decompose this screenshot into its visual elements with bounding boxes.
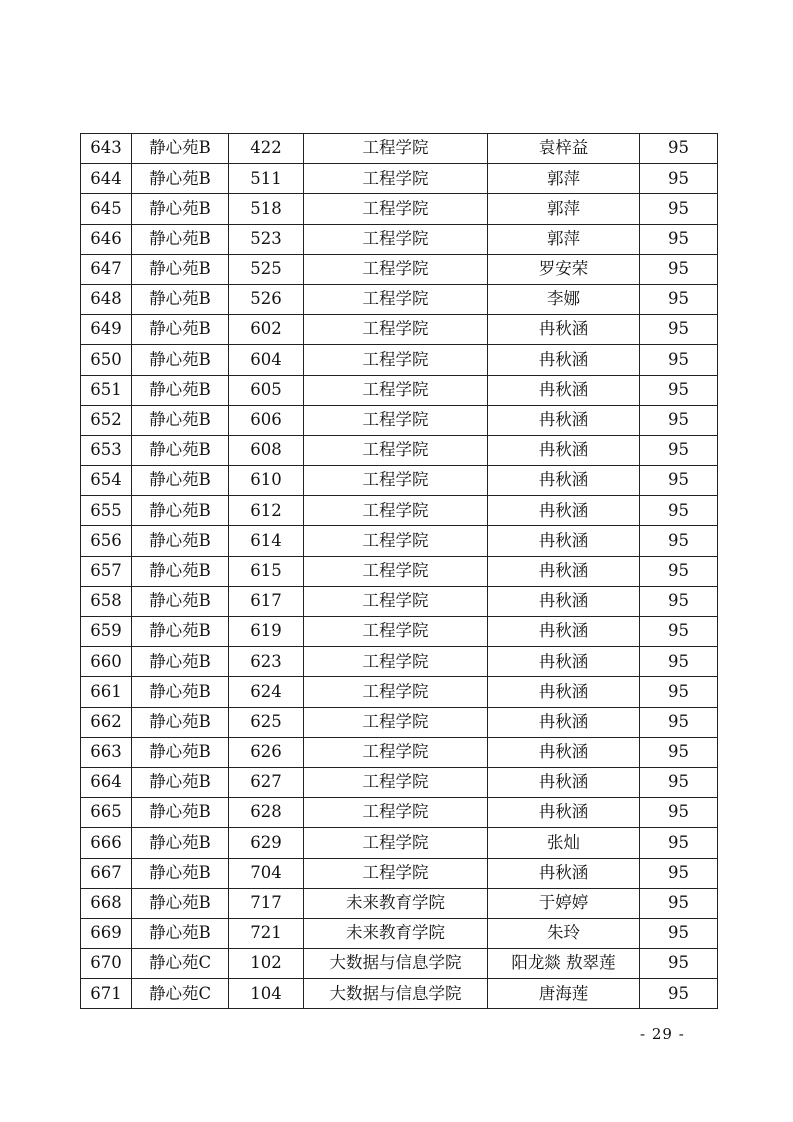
college-cell: 工程学院 xyxy=(304,345,488,375)
name-cell: 阳龙燚 敖翠莲 xyxy=(488,949,640,979)
table-row xyxy=(81,405,718,435)
name-cell: 冉秋涵 xyxy=(488,345,640,375)
table-body xyxy=(81,134,718,1009)
name-cell: 袁梓益 xyxy=(488,134,640,164)
score-cell: 95 xyxy=(640,647,718,677)
name-cell: 冉秋涵 xyxy=(488,767,640,797)
row-number-cell: 660 xyxy=(81,647,132,677)
room-cell: 721 xyxy=(229,918,304,948)
score-cell: 95 xyxy=(640,134,718,164)
room-cell: 523 xyxy=(229,224,304,254)
building-cell: 静心苑B xyxy=(132,556,229,586)
room-cell: 614 xyxy=(229,526,304,556)
table-row xyxy=(81,617,718,647)
building-cell: 静心苑B xyxy=(132,435,229,465)
room-cell: 626 xyxy=(229,737,304,767)
table-row xyxy=(81,134,718,164)
table-row xyxy=(81,375,718,405)
name-cell: 于婷婷 xyxy=(488,888,640,918)
building-cell: 静心苑B xyxy=(132,405,229,435)
table-row xyxy=(81,828,718,858)
name-cell: 冉秋涵 xyxy=(488,556,640,586)
building-cell: 静心苑B xyxy=(132,164,229,194)
college-cell: 工程学院 xyxy=(304,677,488,707)
score-cell: 95 xyxy=(640,405,718,435)
name-cell: 唐海莲 xyxy=(488,979,640,1009)
building-cell: 静心苑B xyxy=(132,466,229,496)
college-cell: 工程学院 xyxy=(304,858,488,888)
room-cell: 102 xyxy=(229,949,304,979)
building-cell: 静心苑B xyxy=(132,798,229,828)
college-cell: 工程学院 xyxy=(304,798,488,828)
table-row xyxy=(81,556,718,586)
college-cell: 工程学院 xyxy=(304,828,488,858)
college-cell: 工程学院 xyxy=(304,284,488,314)
row-number-cell: 644 xyxy=(81,164,132,194)
name-cell: 罗安荣 xyxy=(488,254,640,284)
room-cell: 704 xyxy=(229,858,304,888)
table-row xyxy=(81,345,718,375)
building-cell: 静心苑B xyxy=(132,586,229,616)
college-cell: 工程学院 xyxy=(304,767,488,797)
row-number-cell: 651 xyxy=(81,375,132,405)
row-number-cell: 658 xyxy=(81,586,132,616)
row-number-cell: 652 xyxy=(81,405,132,435)
name-cell: 冉秋涵 xyxy=(488,647,640,677)
college-cell: 工程学院 xyxy=(304,647,488,677)
score-cell: 95 xyxy=(640,375,718,405)
room-cell: 612 xyxy=(229,496,304,526)
row-number-cell: 661 xyxy=(81,677,132,707)
score-cell: 95 xyxy=(640,767,718,797)
building-cell: 静心苑B xyxy=(132,737,229,767)
table-row xyxy=(81,224,718,254)
row-number-cell: 665 xyxy=(81,798,132,828)
score-cell: 95 xyxy=(640,617,718,647)
name-cell: 冉秋涵 xyxy=(488,737,640,767)
row-number-cell: 648 xyxy=(81,284,132,314)
row-number-cell: 669 xyxy=(81,918,132,948)
score-cell: 95 xyxy=(640,164,718,194)
building-cell: 静心苑B xyxy=(132,526,229,556)
score-cell: 95 xyxy=(640,435,718,465)
score-cell: 95 xyxy=(640,888,718,918)
table-row xyxy=(81,526,718,556)
building-cell: 静心苑B xyxy=(132,647,229,677)
college-cell: 大数据与信息学院 xyxy=(304,949,488,979)
score-cell: 95 xyxy=(640,556,718,586)
table-row xyxy=(81,254,718,284)
score-cell: 95 xyxy=(640,254,718,284)
table-row xyxy=(81,979,718,1009)
college-cell: 工程学院 xyxy=(304,556,488,586)
college-cell: 未来教育学院 xyxy=(304,918,488,948)
score-cell: 95 xyxy=(640,737,718,767)
building-cell: 静心苑B xyxy=(132,224,229,254)
score-cell: 95 xyxy=(640,949,718,979)
row-number-cell: 666 xyxy=(81,828,132,858)
room-cell: 610 xyxy=(229,466,304,496)
name-cell: 郭萍 xyxy=(488,164,640,194)
score-cell: 95 xyxy=(640,194,718,224)
row-number-cell: 667 xyxy=(81,858,132,888)
name-cell: 冉秋涵 xyxy=(488,375,640,405)
table-row xyxy=(81,164,718,194)
score-cell: 95 xyxy=(640,224,718,254)
name-cell: 冉秋涵 xyxy=(488,496,640,526)
table-row xyxy=(81,767,718,797)
name-cell: 郭萍 xyxy=(488,194,640,224)
room-cell: 617 xyxy=(229,586,304,616)
name-cell: 冉秋涵 xyxy=(488,617,640,647)
page-number: - 29 - xyxy=(640,1025,685,1043)
row-number-cell: 662 xyxy=(81,707,132,737)
name-cell: 冉秋涵 xyxy=(488,798,640,828)
table-row xyxy=(81,194,718,224)
row-number-cell: 655 xyxy=(81,496,132,526)
table-row xyxy=(81,315,718,345)
room-cell: 525 xyxy=(229,254,304,284)
room-cell: 625 xyxy=(229,707,304,737)
name-cell: 朱玲 xyxy=(488,918,640,948)
room-cell: 604 xyxy=(229,345,304,375)
score-cell: 95 xyxy=(640,345,718,375)
score-cell: 95 xyxy=(640,798,718,828)
room-cell: 104 xyxy=(229,979,304,1009)
room-cell: 518 xyxy=(229,194,304,224)
score-cell: 95 xyxy=(640,315,718,345)
college-cell: 工程学院 xyxy=(304,164,488,194)
college-cell: 工程学院 xyxy=(304,435,488,465)
table-row xyxy=(81,949,718,979)
room-cell: 511 xyxy=(229,164,304,194)
college-cell: 工程学院 xyxy=(304,134,488,164)
name-cell: 冉秋涵 xyxy=(488,405,640,435)
row-number-cell: 643 xyxy=(81,134,132,164)
table-row xyxy=(81,918,718,948)
building-cell: 静心苑B xyxy=(132,828,229,858)
room-cell: 602 xyxy=(229,315,304,345)
row-number-cell: 659 xyxy=(81,617,132,647)
row-number-cell: 663 xyxy=(81,737,132,767)
building-cell: 静心苑B xyxy=(132,858,229,888)
table-row xyxy=(81,858,718,888)
score-cell: 95 xyxy=(640,828,718,858)
row-number-cell: 654 xyxy=(81,466,132,496)
table-row xyxy=(81,737,718,767)
table-row xyxy=(81,798,718,828)
score-cell: 95 xyxy=(640,586,718,616)
name-cell: 冉秋涵 xyxy=(488,526,640,556)
room-cell: 629 xyxy=(229,828,304,858)
score-cell: 95 xyxy=(640,496,718,526)
row-number-cell: 646 xyxy=(81,224,132,254)
college-cell: 工程学院 xyxy=(304,526,488,556)
building-cell: 静心苑B xyxy=(132,617,229,647)
building-cell: 静心苑C xyxy=(132,949,229,979)
college-cell: 工程学院 xyxy=(304,375,488,405)
row-number-cell: 647 xyxy=(81,254,132,284)
score-cell: 95 xyxy=(640,466,718,496)
college-cell: 工程学院 xyxy=(304,737,488,767)
table-row xyxy=(81,888,718,918)
name-cell: 张灿 xyxy=(488,828,640,858)
room-cell: 619 xyxy=(229,617,304,647)
room-cell: 526 xyxy=(229,284,304,314)
row-number-cell: 671 xyxy=(81,979,132,1009)
college-cell: 工程学院 xyxy=(304,315,488,345)
building-cell: 静心苑B xyxy=(132,888,229,918)
name-cell: 李娜 xyxy=(488,284,640,314)
row-number-cell: 657 xyxy=(81,556,132,586)
college-cell: 工程学院 xyxy=(304,405,488,435)
college-cell: 工程学院 xyxy=(304,707,488,737)
room-cell: 606 xyxy=(229,405,304,435)
college-cell: 工程学院 xyxy=(304,254,488,284)
room-cell: 628 xyxy=(229,798,304,828)
room-cell: 615 xyxy=(229,556,304,586)
college-cell: 工程学院 xyxy=(304,194,488,224)
room-cell: 717 xyxy=(229,888,304,918)
building-cell: 静心苑C xyxy=(132,979,229,1009)
college-cell: 未来教育学院 xyxy=(304,888,488,918)
table-row xyxy=(81,496,718,526)
building-cell: 静心苑B xyxy=(132,375,229,405)
table-row xyxy=(81,435,718,465)
table-row xyxy=(81,647,718,677)
college-cell: 工程学院 xyxy=(304,224,488,254)
building-cell: 静心苑B xyxy=(132,918,229,948)
table-row xyxy=(81,586,718,616)
college-cell: 大数据与信息学院 xyxy=(304,979,488,1009)
building-cell: 静心苑B xyxy=(132,767,229,797)
room-cell: 605 xyxy=(229,375,304,405)
dormitory-score-table xyxy=(80,133,718,1009)
building-cell: 静心苑B xyxy=(132,254,229,284)
name-cell: 冉秋涵 xyxy=(488,466,640,496)
name-cell: 冉秋涵 xyxy=(488,586,640,616)
score-cell: 95 xyxy=(640,918,718,948)
score-cell: 95 xyxy=(640,677,718,707)
college-cell: 工程学院 xyxy=(304,586,488,616)
score-cell: 95 xyxy=(640,526,718,556)
row-number-cell: 649 xyxy=(81,315,132,345)
score-cell: 95 xyxy=(640,979,718,1009)
building-cell: 静心苑B xyxy=(132,284,229,314)
college-cell: 工程学院 xyxy=(304,466,488,496)
row-number-cell: 656 xyxy=(81,526,132,556)
name-cell: 冉秋涵 xyxy=(488,435,640,465)
table-row xyxy=(81,677,718,707)
row-number-cell: 650 xyxy=(81,345,132,375)
college-cell: 工程学院 xyxy=(304,617,488,647)
building-cell: 静心苑B xyxy=(132,194,229,224)
room-cell: 623 xyxy=(229,647,304,677)
name-cell: 冉秋涵 xyxy=(488,707,640,737)
score-cell: 95 xyxy=(640,707,718,737)
score-cell: 95 xyxy=(640,858,718,888)
room-cell: 422 xyxy=(229,134,304,164)
room-cell: 608 xyxy=(229,435,304,465)
building-cell: 静心苑B xyxy=(132,345,229,375)
building-cell: 静心苑B xyxy=(132,134,229,164)
name-cell: 郭萍 xyxy=(488,224,640,254)
college-cell: 工程学院 xyxy=(304,496,488,526)
building-cell: 静心苑B xyxy=(132,677,229,707)
name-cell: 冉秋涵 xyxy=(488,315,640,345)
row-number-cell: 664 xyxy=(81,767,132,797)
row-number-cell: 653 xyxy=(81,435,132,465)
name-cell: 冉秋涵 xyxy=(488,858,640,888)
row-number-cell: 645 xyxy=(81,194,132,224)
building-cell: 静心苑B xyxy=(132,496,229,526)
room-cell: 624 xyxy=(229,677,304,707)
name-cell: 冉秋涵 xyxy=(488,677,640,707)
room-cell: 627 xyxy=(229,767,304,797)
table-row xyxy=(81,284,718,314)
row-number-cell: 670 xyxy=(81,949,132,979)
table-row xyxy=(81,707,718,737)
building-cell: 静心苑B xyxy=(132,707,229,737)
score-cell: 95 xyxy=(640,284,718,314)
table-row xyxy=(81,466,718,496)
row-number-cell: 668 xyxy=(81,888,132,918)
building-cell: 静心苑B xyxy=(132,315,229,345)
